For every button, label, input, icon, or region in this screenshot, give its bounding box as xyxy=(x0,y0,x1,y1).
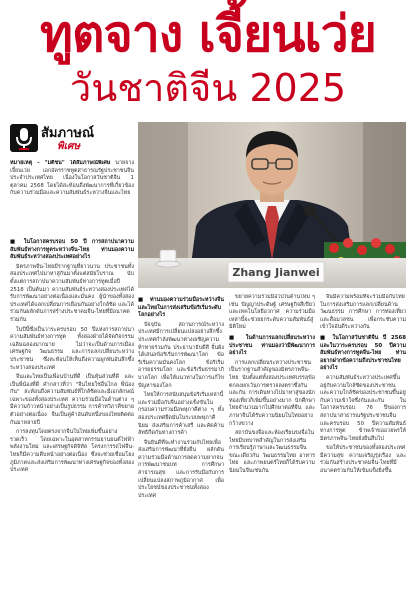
article-paragraph: ขยายความร่วมมือไปในด้านใหม่ ๆ เช่น ปัญญาประดิษฐ์ เศรษฐกิจสีเขียว และเทคโนโลยีอวกาศ ความร่วมมือเหล่านี้จะช่วยยกระดับความสัมพันธ์สู่มิติใหม่ xyxy=(229,294,315,331)
question-heading: ■ ในโอกาสวันชาติจีน ปี 2568 และในวาระครบรอบ 50 ปีความสัมพันธ์ทางการทูตจีน-ไทย ท่านอยากฝากข้อความถึงประชาชนไทยอย่างไร xyxy=(320,334,406,372)
question-heading: ■ ในด้านการแลกเปลี่ยนระหว่างประชาชน ท่านมองว่ามีพัฒนาการอย่างไร xyxy=(229,334,315,357)
article-paragraph: การลงทุนโดยตรงจากจีนในไทยเพิ่มขึ้นอย่างรวดเร็ว โดยเฉพาะในอุตสาหกรรมยานยนต์ไฟฟ้า พลังงานใหม่ และเศรษฐกิจดิจิทัล โครงการรถไฟจีน-ไทยก็มีความคืบหน้าอย่างต่อเนื่อง ซึ่งจะช่วยเชื่อมโยงภูมิภาคและส่งเสริมการพัฒนาทางเศรษฐกิจของทั้งสองประเทศ xyxy=(10,429,134,474)
intro-body: นายจาง เจี้ยนเว่ย เอกอัครราชทูตสาธารณรัฐประชาชนจีนประจำประเทศไทย เนื่องในโอกาสวันชาติจีน 1 ตุลาคม 2568 โดยได้สะท้อนถึงพัฒนาการที่เกี่ยวข้องกับความร่วมมือและความสัมพันธ์ระหว่างจีนและไทย xyxy=(10,160,134,197)
article-paragraph: ไทยให้การสนับสนุนข้อริเริ่มเหล่านี้ และร่วมมือกับจีนอย่างแข็งขันในกรอบความร่วมมือพหุภาคีต่าง ๆ ทั้งสองประเทศยึดมั่นในระบบพหุภาคีนิยม ส่งเสริมการค้าเสรี และคัดค้านลัทธิกีดกันทางการค้า xyxy=(138,392,224,437)
article-column-3 xyxy=(229,294,315,592)
article-paragraph: จีนมีความพร้อมที่จะร่วมมือกับไทยในการส่งเสริมการแลกเปลี่ยนด้านวัฒนธรรม การศึกษา การท่องเที่ยว และสื่อมวลชน เพื่อกระชับความเข้าใจอันดีระหว่างกัน xyxy=(320,294,406,331)
ambassador-photo xyxy=(138,122,406,288)
headline: ทูตจาง เจี้ยนเว่ย xyxy=(40,5,376,63)
article-column-1 xyxy=(10,236,134,592)
question-heading: ■ ในโอกาสครบรอบ 50 ปี การสถาปนาความสัมพันธ์ทางการทูตระหว่างจีน-ไทย ท่านมองความสัมพันธ์ระหว่างสองประเทศอย่างไร xyxy=(10,239,134,261)
intro-paragraph xyxy=(10,160,134,232)
article-column-4 xyxy=(320,294,406,592)
article-paragraph: ขอให้ประชาชนของทั้งสองประเทศมีความสุข ความเจริญรุ่งเรือง และร่วมกันสร้างประชาคมจีน-ไทยที่มีอนาคตร่วมกันให้เข้มแข็งยิ่งขึ้น xyxy=(320,445,406,475)
question-heading: ■ ท่านมองความร่วมมือระหว่างจีนและไทยในการส่งเสริมข้อริเริ่มระดับโลกอย่างไร xyxy=(138,297,224,319)
article-paragraph: ในปีนี้ซึ่งเป็นวาระครบรอบ 50 ปีแห่งการสถาปนาความสัมพันธ์ทางการทูต ทั้งสองฝ่ายได้จัดกิจกรรมเฉลิมฉลองมากมาย ไม่ว่าจะเป็นด้านการเมือง เศรษฐกิจ วัฒนธรรม และการแลกเปลี่ยนระหว่างประชาชน ซึ่งสะท้อนให้เห็นถึงความผูกพันอันลึกซึ้งระหว่างสองประเทศ xyxy=(10,326,134,371)
microphone-icon xyxy=(10,124,38,152)
article-paragraph: ปัจจุบัน สถานการณ์ระหว่างประเทศมีการเปลี่ยนแปลงอย่างลึกซึ้ง ประเทศกำลังพัฒนาต่างเผชิญความท้าทายร่วมกัน ประธานาธิบดีสี จิ้นผิง ได้เสนอข้อริเริ่มการพัฒนาโลก ข้อริเริ่มความมั่นคงโลก ข้อริเริ่มอารยธรรมโลก และข้อริเริ่มธรรมาภิบาลโลก เพื่อให้แนวทางในการแก้ไขปัญหาของโลก xyxy=(138,321,224,389)
article-paragraph: สถาบันขงจื่อและห้องเรียนขงจื่อในไทยมีบทบาทสำคัญในการส่งเสริมการเรียนรู้ภาษาและวัฒนธรรมจีน ขณะเดียวกัน วัฒนธรรมไทย อาหารไทย และภาพยนตร์ไทยก็ได้รับความนิยมในจีนเช่นกัน xyxy=(229,430,315,475)
subheadline: วันชาติจีน 2025 xyxy=(69,66,347,110)
interview-logo xyxy=(10,122,96,156)
article-paragraph: จีนยินดีที่จะทำงานร่วมกับไทยเพื่อส่งเสริมการพัฒนาที่ยั่งยืน ผลักดันความร่วมมือด้านการลดความยากจน การพัฒนาชนบท การศึกษา สาธารณสุข และการรับมือกับการเปลี่ยนแปลงสภาพภูมิอากาศ เพื่อประโยชน์ของประชาชนทั้งสองประเทศ xyxy=(138,439,224,499)
article-paragraph: มิตรภาพจีน-ไทยมีรากฐานที่ยาวนาน ประชาชนทั้งสองประเทศไปมาหาสู่กันมาตั้งแต่สมัยโบราณ นับตั้งแต่การสถาปนาความสัมพันธ์ทางการทูตเมื่อปี 2518 เป็นต้นมา ความสัมพันธ์ระหว่างสองประเทศได้รับการพัฒนาอย่างต่อเนื่องและมั่นคง ผู้นำของทั้งสองประเทศได้แลกเปลี่ยนการเยือนกันอย่างใกล้ชิด และได้ร่วมกันผลักดันการสร้างประชาคมจีน-ไทยที่มีอนาคตร่วมกัน xyxy=(10,263,134,323)
intro-lead: หมายเหตุ - "มติชน" ได้สัมภาษณ์พิเศษ xyxy=(10,160,111,166)
nameplate: Zhang Jianwei xyxy=(232,266,320,279)
logo-title: สัมภาษณ์ xyxy=(41,126,95,141)
article-paragraph: การแลกเปลี่ยนระหว่างประชาชนเป็นรากฐานสำคัญของมิตรภาพจีน-ไทย นับตั้งแต่ทั้งสองประเทศบรรลุข้อตกลงยกเว้นการตรวจลงตราซึ่งกันและกัน การเดินทางไปมาหาสู่ของนักท่องเที่ยวก็เพิ่มขึ้นอย่างมาก นักศึกษาไทยจำนวนมากไปศึกษาต่อที่จีน และภาษาจีนได้รับความนิยมในไทยอย่างกว้างขวาง xyxy=(229,359,315,427)
article-paragraph: จีนและไทยเป็นเพื่อนบ้านที่ดี เป็นหุ้นส่วนที่ดี และเป็นพี่น้องที่ดี คำกล่าวที่ว่า "จีนไทยใช่อื่นไกล พี่น้องกัน" สะท้อนถึงความสัมพันธ์ที่ใกล้ชิดและมีเอกลักษณ์เฉพาะของทั้งสองประเทศ ความร่วมมือในด้านต่าง ๆ มีความก้าวหน้าอย่างเป็นรูปธรรม การค้าทวิภาคีขยายตัวอย่างต่อเนื่อง จีนเป็นคู่ค้าอันดับหนึ่งของไทยติดต่อกันมาหลายปี xyxy=(10,374,134,426)
article-column-2 xyxy=(138,294,224,592)
logo-subtitle: พิเศษ xyxy=(57,141,80,152)
article-paragraph: ความสัมพันธ์ระหว่างประเทศขึ้นอยู่กับความใกล้ชิดของประชาชน และความใกล้ชิดของประชาชนขึ้นอยู่กับความเข้าใจซึ่งกันและกัน ในโอกาสครบรอบ 76 ปีของการสถาปนาสาธารณรัฐประชาชนจีน และครบรอบ 50 ปีความสัมพันธ์ทางการทูต ข้าพเจ้าขออวยพรให้มิตรภาพจีน-ไทยยั่งยืนสืบไป xyxy=(320,374,406,442)
